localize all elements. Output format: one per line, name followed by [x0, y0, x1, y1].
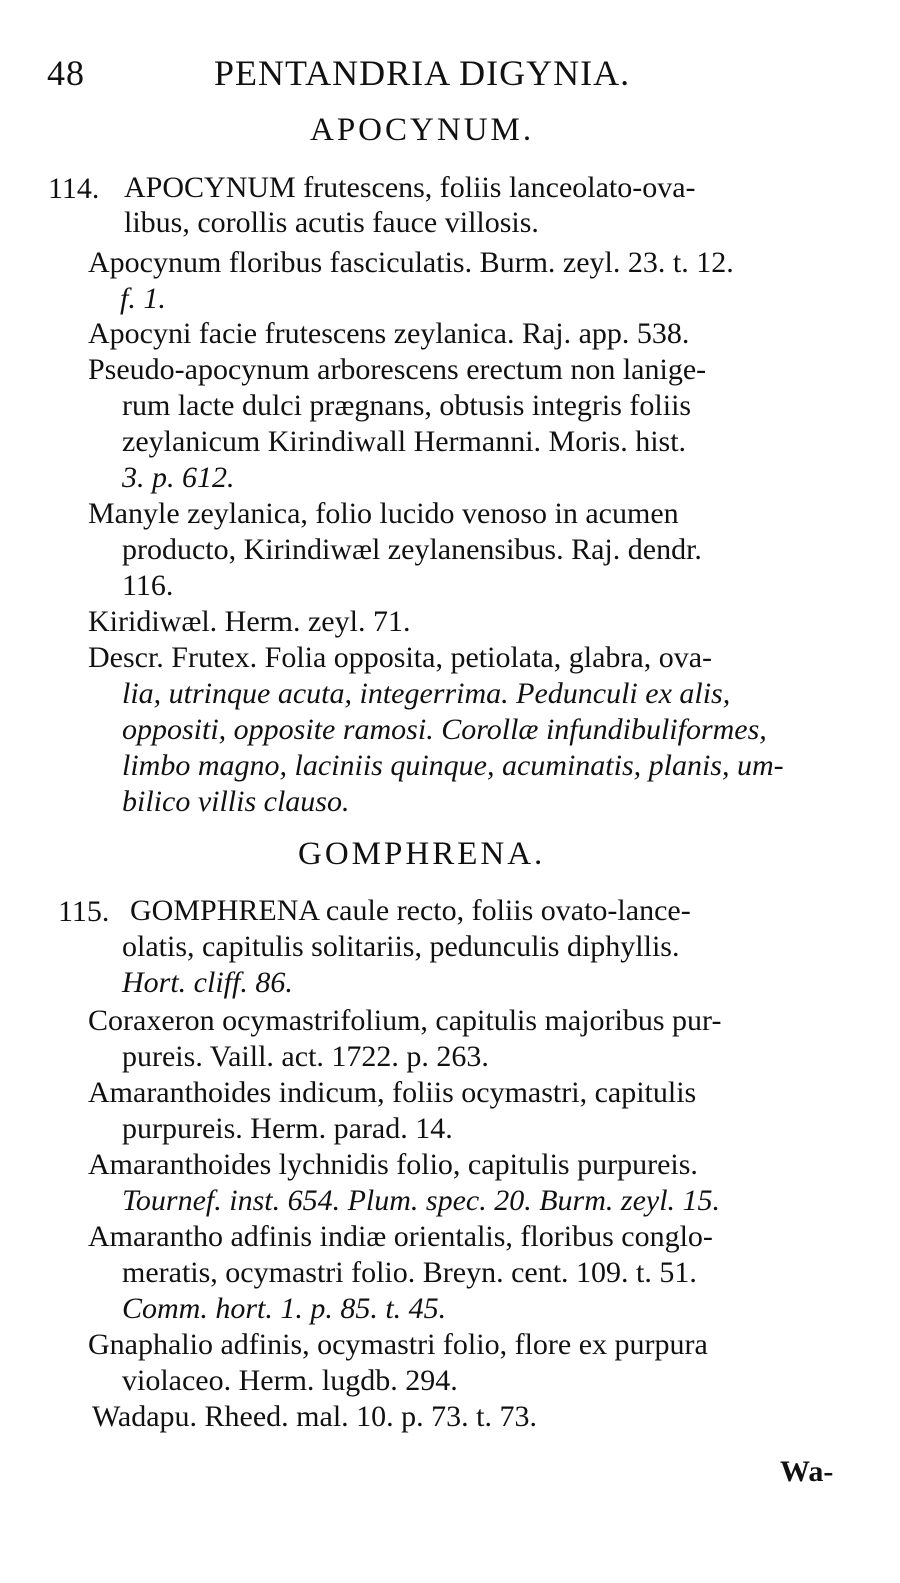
page-number: 48 — [47, 53, 85, 93]
synonym-line: zeylanicum Kirindiwall Hermanni. Moris. hist. — [122, 425, 687, 458]
synonym-line: 116. — [122, 569, 174, 602]
description-line: oppositi, opposite ramosi. Corollæ infundibuliformes, — [122, 713, 767, 746]
synonym-line: Wadapu. Rheed. mal. 10. p. 73. t. 73. — [92, 1400, 538, 1433]
synonym-line: Tournef. inst. 654. Plum. spec. 20. Burm. zeyl. 15. — [122, 1184, 721, 1217]
description-line: limbo magno, laciniis quinque, acuminatis, planis, um- — [122, 749, 784, 782]
diagnosis-line: GOMPHRENA caule recto, foliis ovato-lance- — [130, 894, 691, 927]
synonym-line: meratis, ocymastri folio. Breyn. cent. 109. t. 51. — [122, 1256, 697, 1289]
synonym-line: Apocynum floribus fasciculatis. Burm. zeyl. 23. t. 12. — [88, 246, 734, 279]
synonym-line: Gnaphalio adfinis, ocymastri folio, flore ex purpura — [88, 1328, 708, 1361]
description-line: lia, utrinque acuta, integerrima. Pedunculi ex alis, — [122, 677, 731, 710]
synonym-line: Apocyni facie frutescens zeylanica. Raj. app. 538. — [88, 317, 690, 350]
synonym-line: f. 1. — [120, 282, 166, 315]
synonym-line: purpureis. Herm. parad. 14. — [122, 1112, 453, 1145]
synonym-line: pureis. Vaill. act. 1722. p. 263. — [122, 1040, 489, 1073]
synonym-line: violaceo. Herm. lugdb. 294. — [122, 1364, 458, 1397]
species-number: 115. — [58, 895, 110, 928]
description-line: Descr. Frutex. Folia opposita, petiolata, glabra, ova- — [88, 641, 713, 674]
genus-heading: GOMPHRENA. — [298, 836, 546, 872]
catchword: Wa- — [780, 1455, 834, 1488]
synonym-line: Amarantho adfinis indiæ orientalis, floribus conglo- — [88, 1220, 713, 1253]
synonym-line: Amaranthoides indicum, foliis ocymastri, capitulis — [88, 1076, 697, 1109]
synonym-line: Comm. hort. 1. p. 85. t. 45. — [122, 1292, 447, 1325]
diagnosis-line: libus, corollis acutis fauce villosis. — [124, 206, 539, 239]
species-number: 114. — [48, 172, 100, 205]
diagnosis-line: Hort. cliff. 86. — [122, 966, 293, 999]
synonym-line: producto, Kirindiwæl zeylanensibus. Raj. dendr. — [122, 533, 702, 566]
synonym-line: rum lacte dulci prægnans, obtusis integris foliis — [122, 389, 692, 422]
diagnosis-line: olatis, capitulis solitariis, pedunculis diphyllis. — [122, 930, 680, 963]
synonym-line: Pseudo-apocynum arborescens erectum non lanige- — [88, 353, 707, 386]
synonym-line: 3. p. 612. — [122, 461, 235, 494]
synonym-line: Amaranthoides lychnidis folio, capitulis purpureis. — [88, 1148, 698, 1181]
synonym-line: Manyle zeylanica, folio lucido venoso in acumen — [88, 497, 679, 530]
diagnosis-line: APOCYNUM frutescens, foliis lanceolato-ova- — [124, 171, 696, 204]
description-line: bilico villis clauso. — [122, 785, 350, 818]
synonym-line: Coraxeron ocymastrifolium, capitulis majoribus pur- — [88, 1004, 722, 1037]
synonym-line: Kiridiwæl. Herm. zeyl. 71. — [88, 605, 411, 638]
running-title: PENTANDRIA DIGYNIA. — [214, 53, 631, 93]
genus-heading: APOCYNUM. — [310, 112, 535, 148]
